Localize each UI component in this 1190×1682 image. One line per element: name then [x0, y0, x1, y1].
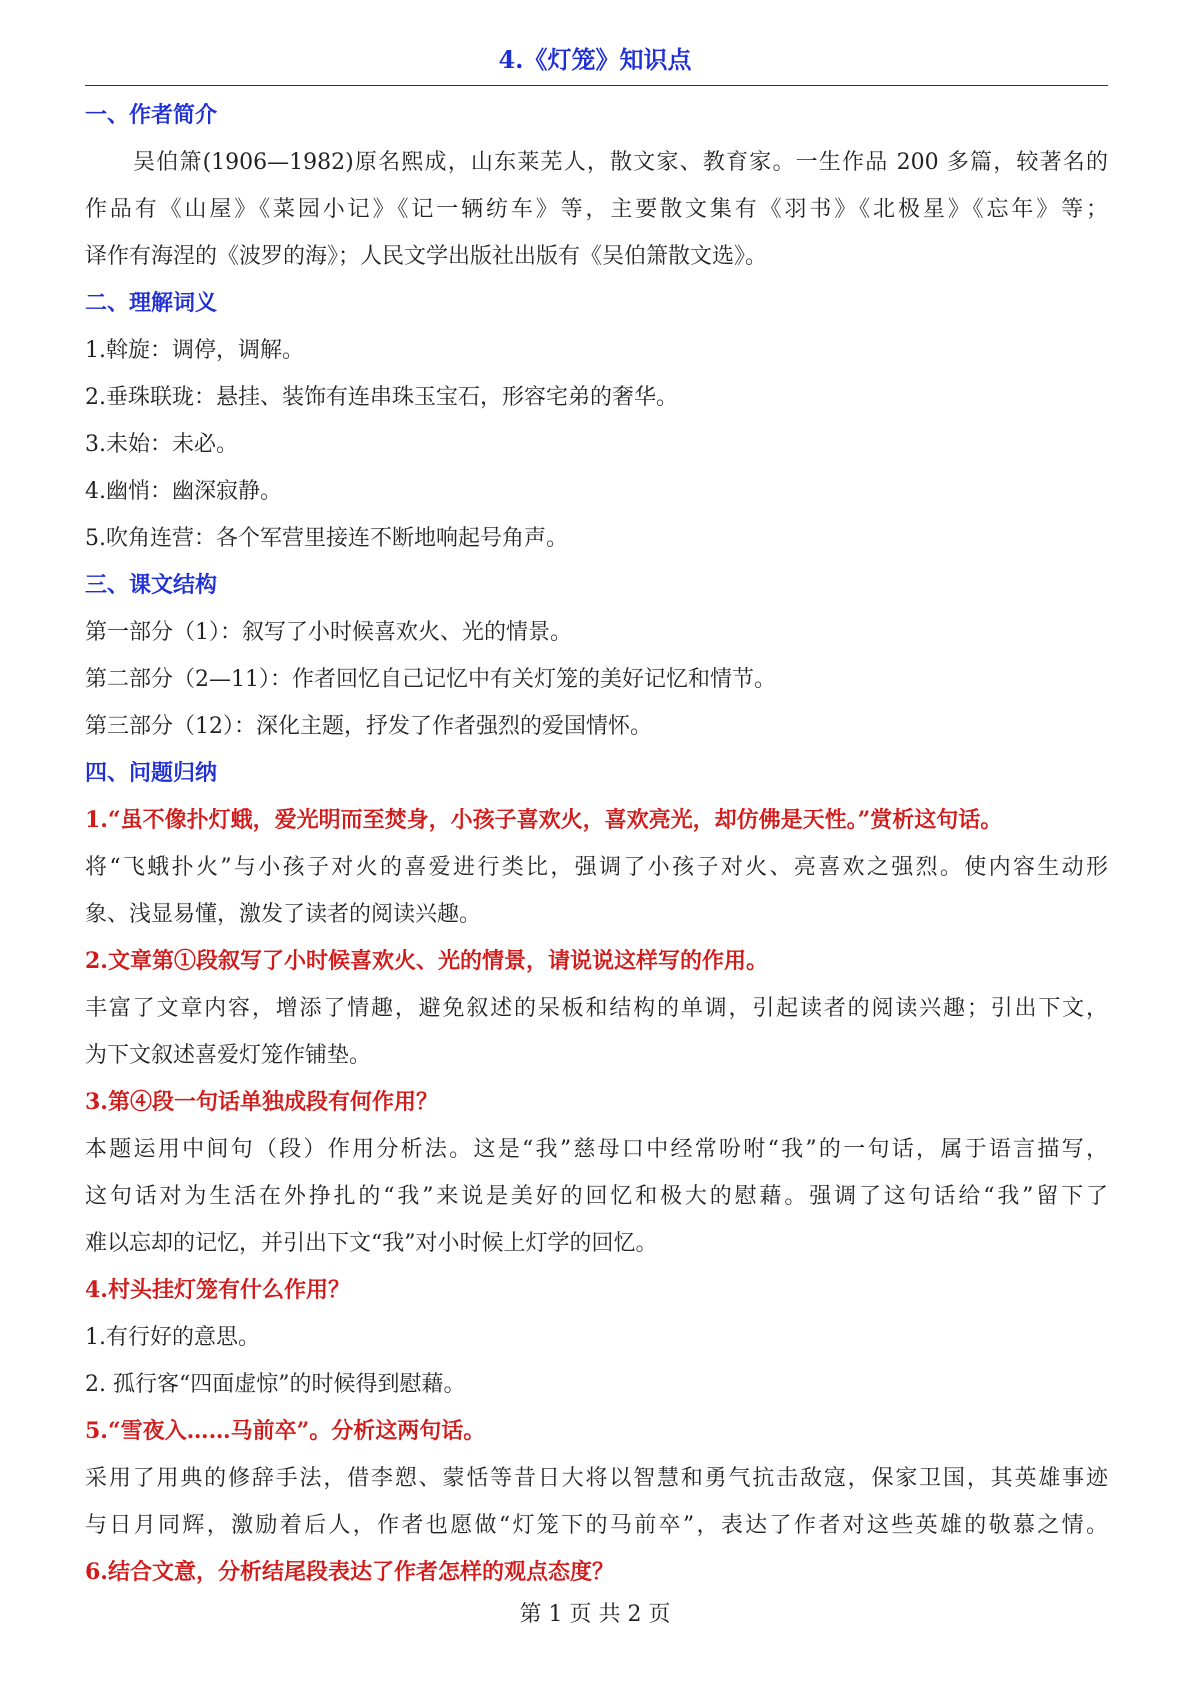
- vocab-item: 5.吹角连营：各个军营里接连不断地响起号角声。: [85, 526, 568, 551]
- answer-line: 1.有行好的意思。: [85, 1325, 260, 1350]
- structure-item: 第二部分（2—11）：作者回忆自己记忆中有关灯笼的美好记忆和情节。: [85, 667, 776, 692]
- structure-item: 第一部分（1）：叙写了小时候喜欢火、光的情景。: [85, 620, 572, 645]
- question-6: 6.结合文意，分析结尾段表达了作者怎样的观点态度？: [85, 1559, 614, 1585]
- question-1: 1.“虽不像扑灯蛾，爱光明而至焚身，小孩子喜欢火，喜欢亮光，却仿佛是天性。”赏析这句话。: [85, 807, 1003, 833]
- author-paragraph-line: 作品有《山屋》《菜园小记》《记一辆纺车》等，主要散文集有《羽书》《北极星》《忘年》等；: [85, 197, 1108, 222]
- vocab-item: 3.未始：未必。: [85, 432, 238, 457]
- vocab-item: 4.幽悄：幽深寂静。: [85, 479, 282, 504]
- section-heading-vocab: 二、理解词义: [85, 290, 218, 316]
- answer-line: 为下文叙述喜爱灯笼作铺垫。: [85, 1043, 372, 1068]
- answer-line: 将“飞蛾扑火”与小孩子对火的喜爱进行类比，强调了小孩子对火、亮喜欢之强烈。使内容生动形: [85, 855, 1108, 880]
- question-2: 2.文章第①段叙写了小时候喜欢火、光的情景，请说说这样写的作用。: [85, 948, 768, 974]
- answer-line: 丰富了文章内容，增添了情趣，避免叙述的呆板和结构的单调，引起读者的阅读兴趣；引出下文，: [85, 996, 1108, 1021]
- structure-item: 第三部分（12）：深化主题，抒发了作者强烈的爱国情怀。: [85, 714, 652, 739]
- answer-line: 本题运用中间句（段）作用分析法。这是“我”慈母口中经常吩咐“我”的一句话，属于语言描写，: [85, 1137, 1108, 1162]
- vocab-item: 1.斡旋：调停，调解。: [85, 338, 304, 363]
- document-title: 4.《灯笼》知识点: [498, 45, 692, 74]
- answer-line: 象、浅显易懂，激发了读者的阅读兴趣。: [85, 902, 482, 927]
- answer-line: 这句话对为生活在外挣扎的“我”来说是美好的回忆和极大的慰藉。强调了这句话给“我”留下了: [85, 1184, 1108, 1209]
- section-heading-structure: 三、课文结构: [85, 572, 218, 598]
- page-footer: 第 1 页 共 2 页: [519, 1602, 671, 1627]
- question-5: 5.“雪夜入……马前卒”。分析这两句话。: [85, 1418, 486, 1444]
- section-heading-author: 一、作者简介: [85, 102, 218, 128]
- vocab-item: 2.垂珠联珑：悬挂、装饰有连串珠玉宝石，形容宅弟的奢华。: [85, 385, 678, 410]
- author-paragraph-line: 译作有海涅的《波罗的海》；人民文学出版社出版有《吴伯箫散文选》。: [85, 244, 768, 269]
- title-divider: [85, 85, 1108, 86]
- answer-line: 难以忘却的记忆，并引出下文“我”对小时候上灯学的回忆。: [85, 1231, 658, 1256]
- question-3: 3.第④段一句话单独成段有何作用？: [85, 1089, 438, 1115]
- question-4: 4.村头挂灯笼有什么作用？: [85, 1277, 350, 1303]
- document-body: [85, 92, 1108, 1596]
- section-heading-questions: 四、问题归纳: [85, 760, 218, 786]
- author-paragraph-line: 吴伯箫(1906—1982)原名熙成，山东莱芜人，散文家、教育家。一生作品 200 多篇，较著名的: [133, 150, 1108, 175]
- answer-line: 与日月同辉，激励着后人，作者也愿做“灯笼下的马前卒”，表达了作者对这些英雄的敬慕之情。: [85, 1513, 1108, 1538]
- answer-line: 采用了用典的修辞手法，借李愬、蒙恬等昔日大将以智慧和勇气抗击敌寇，保家卫国，其英雄事迹: [85, 1466, 1108, 1491]
- answer-line: 2. 孤行客“四面虚惊”的时候得到慰藉。: [85, 1372, 466, 1397]
